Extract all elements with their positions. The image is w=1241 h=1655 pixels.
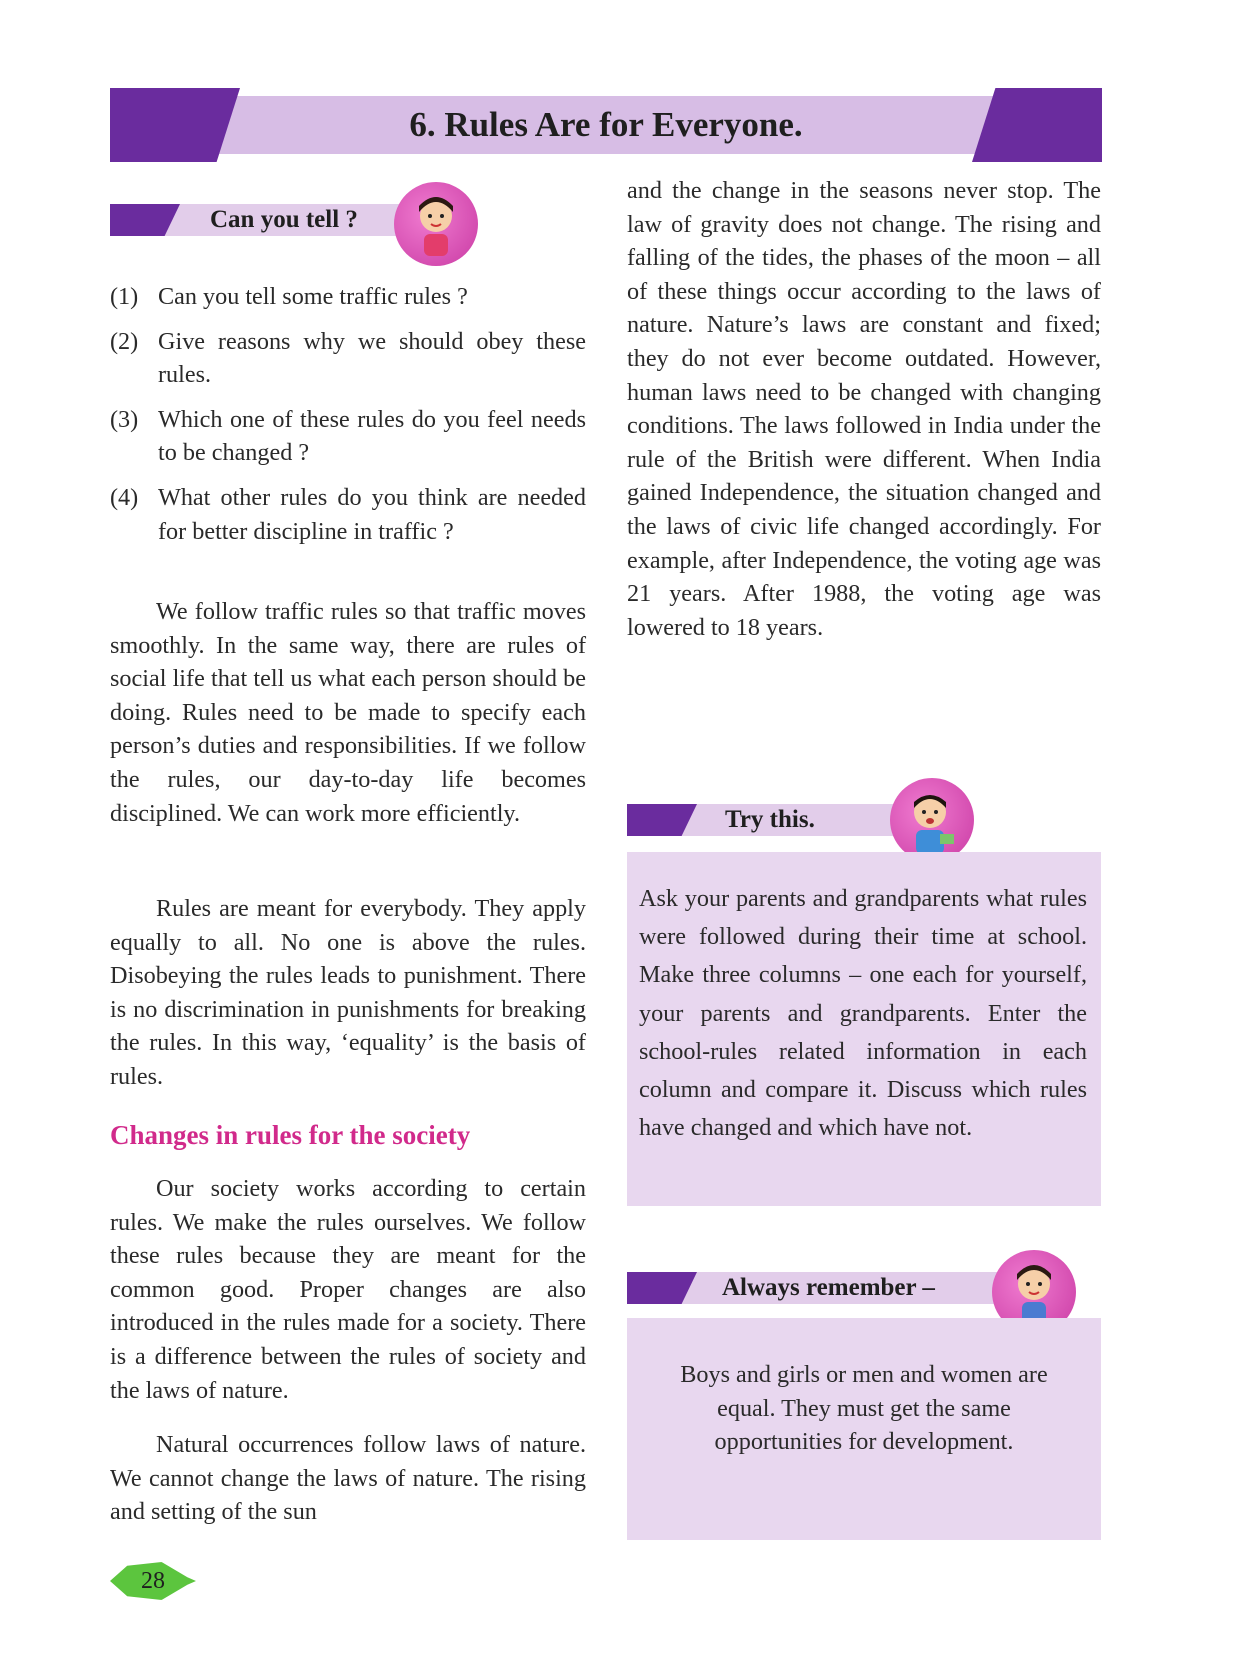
always-remember-heading: Always remember – xyxy=(722,1274,935,1301)
always-remember-header xyxy=(627,1268,1047,1304)
body-paragraph: Our society works according to certain rules. We make the rules ourselves. We follow these rules because they are meant for the common good. Proper changes are also introduced in the rules made for a society. There is a difference between the rules of society and the laws of nature. xyxy=(110,1175,586,1404)
question-item: (3) Which one of these rules do you feel needs to be changed ? xyxy=(110,405,586,467)
boy-avatar-icon xyxy=(890,778,974,862)
body-paragraph-right: and the change in the seasons never stop. The law of gravity does not change. The rising and falling of the tides, the phases of the moon – all of these things occur according to the laws of nature. Nature’s laws are constant and fixed; they do not ever become outdated. However, human laws need to be changed with changing conditions. The laws followed in India under the rule of the British were different. When India gained Independence, the situation changed and the laws of civic life changed accordingly. For example, after Independence, the voting age was 21 years. After 1988, the voting age was lowered to 18 years. xyxy=(627,177,1101,641)
page-number-badge xyxy=(110,1562,196,1600)
always-remember-text: Boys and girls or men and women are equal. They must get the same opportunities for development. xyxy=(680,1361,1048,1456)
can-you-tell-heading: Can you tell ? xyxy=(210,206,358,233)
body-paragraph: Rules are meant for everybody. They apply equally to all. No one is above the rules. Disobeying the rules leads to punishment. There is no discrimination in punishments for breaking the rules. In this way, ‘equality’ is the basis of rules. xyxy=(110,895,586,1090)
chapter-title-banner xyxy=(110,88,1102,162)
try-this-heading: Try this. xyxy=(725,806,815,833)
try-this-text: Ask your parents and grandparents what rules were followed during their time at school. Make three columns – one each for yourself, your parents and grandparents. Enter the school-rules related information in each column and compare it. Discuss which rules have changed and which have not. xyxy=(639,885,1087,1142)
try-this-box xyxy=(627,852,1101,1206)
girl-avatar-icon xyxy=(394,182,478,266)
can-you-tell-header xyxy=(110,200,400,236)
chapter-title: 6. Rules Are for Everyone. xyxy=(409,105,803,144)
always-remember-box xyxy=(627,1318,1101,1540)
section-subheading: Changes in rules for the society xyxy=(110,1120,471,1150)
body-paragraph: We follow traffic rules so that traffic moves smoothly. In the same way, there are rules of social life that tell us what each person should be doing. Rules need to be made to specify each person’s duties and responsibilities. If we follow the rules, our day-to-day life becomes disciplined. We can work more efficiently. xyxy=(110,598,586,827)
body-paragraph: Natural occurrences follow laws of nature. We cannot change the laws of nature. The rising and setting of the sun xyxy=(110,1431,586,1526)
page-number: 28 xyxy=(141,1568,165,1594)
question-item: (4) What other rules do you think are needed for better discipline in traffic ? xyxy=(110,483,586,545)
question-item: (2) Give reasons why we should obey these rules. xyxy=(110,327,586,389)
question-item: (1) Can you tell some traffic rules ? xyxy=(110,283,468,310)
try-this-header xyxy=(627,800,897,836)
question-list xyxy=(110,280,586,559)
